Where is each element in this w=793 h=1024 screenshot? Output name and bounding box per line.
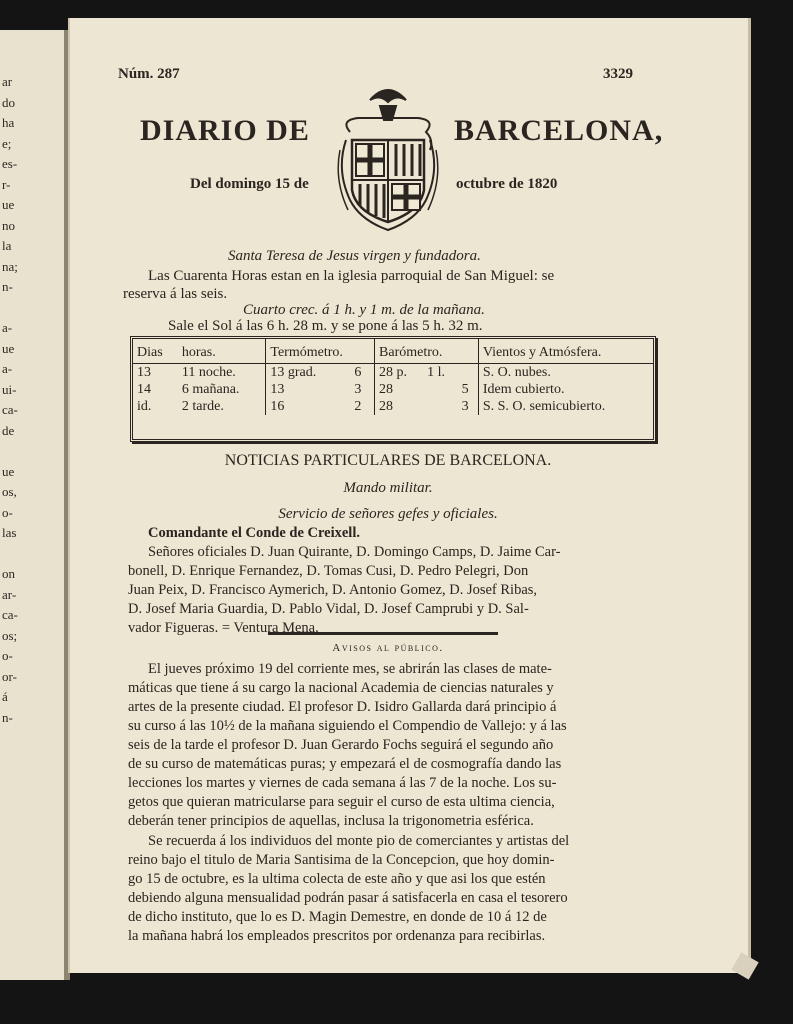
cell-hour: 2 tarde. [181,399,224,414]
text-line: Se recuerda á los individuos del monte pio de comerciantes y artistas del [148,833,570,849]
text-line: getos que quieran matricularse para seguir el curso de esta ultima ciencia, [128,794,555,810]
cell-lineas: 1 l. [427,365,446,380]
col-header-hours: horas. [178,339,266,364]
cell-degree-fraction: 3 [354,382,362,397]
forty-hours-line-1: Las Cuarenta Horas estan en la iglesia parroquial de San Miguel: se [148,268,555,284]
issue-date-right: octubre de 1820 [456,176,558,192]
text-line: de dicho instituto, que lo es D. Magin Demestre, en donde de 10 á 12 de [128,909,547,925]
cell-day: 14 [137,382,151,397]
cell-degrees: 13 grad. [266,364,351,382]
officers-line: vador Figueras. = Ventura Mena. [128,620,319,636]
text-line: go 15 de octubre, es la ultima colecta de este año y que asi los que estén [128,871,546,887]
text-line: artes de la presente ciudad. El profesor D. Isidro Gallarda dará principio á [128,699,557,715]
noticias-heading: NOTICIAS PARTICULARES DE BARCELONA. [224,452,552,469]
cell-fraction: 3 [461,399,469,414]
left-page-text-fragments: ar do ha e; es- r- ue no la na; n- a- ue a- ui- ca- de ue os, o- las on ar- ca- os; o- or- á n- [2,74,18,725]
text-line: El jueves próximo 19 del corriente mes, se abrirán las clases de mate- [148,661,552,677]
officers-line: D. Josef Maria Guardia, D. Pablo Vidal, D. Josef Camprubi y D. Sal- [128,601,529,617]
mando-militar-subheading: Mando militar. [343,480,433,496]
cell-pulgadas: 28 [375,398,424,415]
text-line: debiendo alguna mensualidad podrán pasar á satisfacerla en casa el tesorero [128,890,568,906]
barcelona-coat-of-arms-icon [330,80,446,240]
masthead-title-right: BARCELONA, [454,114,664,147]
cell-degrees: 16 [266,398,351,415]
col-header-thermometer: Termómetro. [266,339,375,364]
text-line: deberán tener principios de aquellas, inclusa la trigonometria esférica. [128,813,534,829]
cell-winds: S. O. nubes. [478,364,653,382]
col-header-days: Dias [133,339,178,364]
table-row [133,398,653,415]
issue-date-left: Del domingo 15 de [190,176,309,192]
masthead-title-left: DIARIO DE [140,114,310,147]
cell-fraction [458,364,479,382]
weather-table [130,336,656,442]
cell-degree-fraction: 2 [354,399,362,414]
text-line: máticas que tiene á su cargo la nacional Academia de ciencias naturales y [128,680,554,696]
cell-pulgadas: 28 p. [375,364,424,382]
avisos-paragraph-montepio [128,832,658,946]
officers-block [128,524,658,638]
cell-pulgadas: 28 [375,381,424,398]
cell-day: 13 [137,365,151,380]
cell-day: id. [137,399,152,414]
cell-hour: 6 mañana. [181,382,240,397]
col-header-barometer: Barómetro. [375,339,479,364]
left-page [0,30,68,980]
avisos-heading: Avisos al público. [332,642,444,654]
cell-hour: 11 noche. [181,365,236,380]
officers-line: bonell, D. Enrique Fernandez, D. Tomas Cusi, D. Pedro Pelegri, Don [128,563,529,579]
officers-line: Señores oficiales D. Juan Quirante, D. Domingo Camps, D. Jaime Car- [148,544,561,560]
avisos-paragraph-academy [128,660,658,831]
cell-lineas [423,398,458,415]
saint-of-day: Santa Teresa de Jesus virgen y fundadora. [228,248,481,264]
issue-number: Núm. 287 [118,66,180,82]
forty-hours-line-2: reserva á las seis. [123,286,228,302]
cell-degrees: 13 [266,381,351,398]
cell-winds: S. S. O. semicubierto. [478,398,653,415]
table-row [133,381,653,398]
newspaper-page [68,18,751,973]
section-divider [268,632,498,635]
text-line: su curso á las 10½ de la mañana siguiendo el Compendio de Vallejo: y á las [128,718,567,734]
cell-lineas [423,381,458,398]
text-line: reino bajo el titulo de Maria Santisima de la Concepcion, que hoy domin- [128,852,555,868]
text-line: de su curso de matemáticas puras; y empezará el de cosmografía dando las [128,756,562,772]
text-line: la mañana habrá los empleados prescritos por ordenanza para recibirlas. [128,928,546,944]
page-number: 3329 [603,66,633,82]
col-header-winds: Vientos y Atmósfera. [478,339,653,364]
commander-line: Comandante el Conde de Creixell. [148,525,360,541]
cell-winds: Idem cubierto. [478,381,653,398]
cell-degree-fraction: 6 [354,365,362,380]
table-row [133,364,653,382]
officers-line: Juan Peix, D. Francisco Aymerich, D. Antonio Gomez, D. Josef Ribas, [128,582,538,598]
text-line: lecciones los martes y viernes de cada semana á las 7 de la noche. Los su- [128,775,557,791]
cell-fraction: 5 [461,382,469,397]
sunrise-sunset: Sale el Sol á las 6 h. 28 m. y se pone á las 5 h. 32 m. [168,318,483,334]
moon-phase: Cuarto crec. á 1 h. y 1 m. de la mañana. [243,302,485,318]
text-line: seis de la tarde el profesor D. Juan Gerardo Fochs seguirá el segundo año [128,737,554,753]
service-subheading: Servicio de señores gefes y oficiales. [278,506,498,522]
